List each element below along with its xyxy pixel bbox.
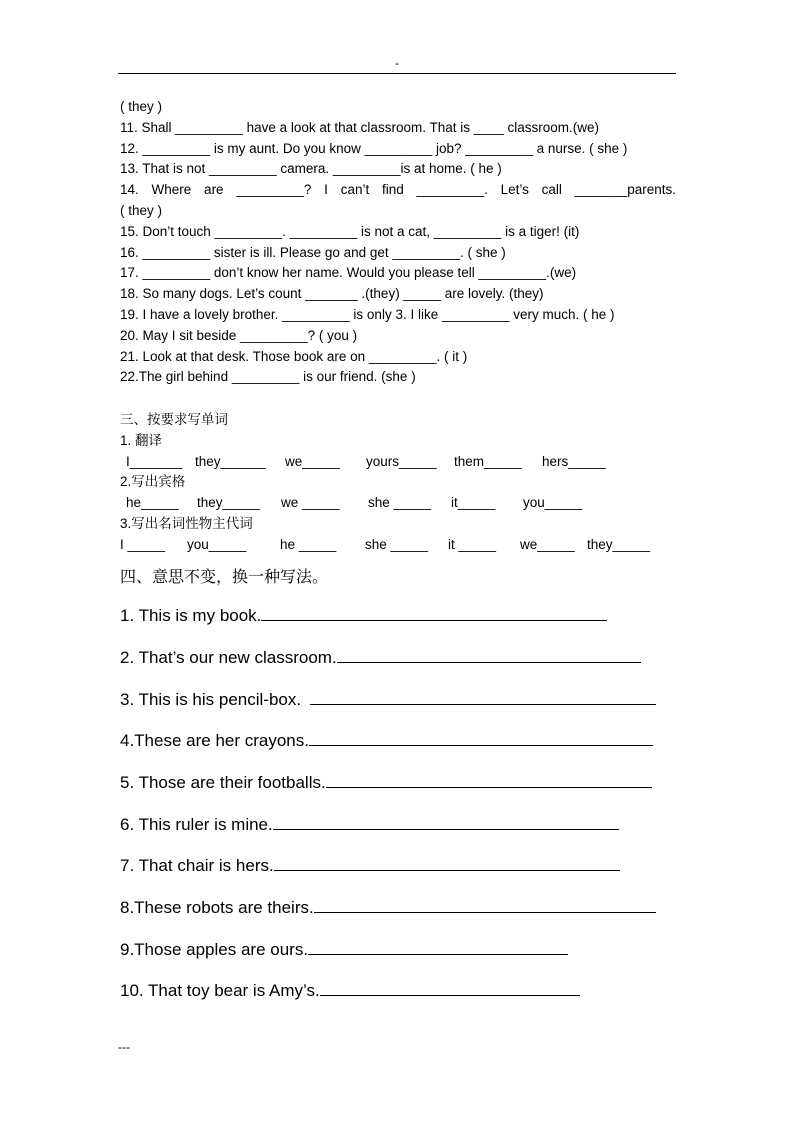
rewrite-prompt: 5. Those are their footballs. [120, 773, 326, 792]
exercise-line: 21. Look at that desk. Those book are on _________. ( it ) [120, 348, 468, 364]
word-blank: we_____ [520, 536, 575, 552]
answer-line [320, 981, 580, 996]
rewrite-item [120, 648, 641, 668]
word-writing-section [120, 410, 676, 556]
word-blank: I _____ [120, 536, 166, 552]
word-blank: it _____ [448, 536, 497, 552]
exercise-line: 16. _________ sister is ill. Please go and get _________. ( she ) [120, 244, 506, 260]
word-blank: we _____ [281, 495, 340, 511]
word-row [120, 535, 676, 556]
answer-line [314, 898, 656, 913]
section-title: 四、意思不变，换一种写法。 [120, 567, 329, 586]
word-blank: they______ [195, 453, 266, 469]
word-blank: you_____ [187, 536, 247, 552]
rewrite-item [120, 856, 620, 876]
rewrite-prompt: 7. That chair is hers. [120, 856, 274, 875]
exercise-line: 14. Where are _________? I can’t find _________. Let’s call _______parents. [120, 182, 676, 198]
rewrite-item [120, 981, 580, 1001]
exercise-line: 18. So many dogs. Let’s count _______ .(they) _____ are lovely. (they) [120, 286, 544, 302]
word-blank: we_____ [285, 453, 340, 469]
word-row [120, 452, 676, 473]
word-blank: them_____ [454, 453, 522, 469]
subsection-title: 3.写出名词性物主代词 [120, 515, 253, 531]
word-blank: yours_____ [366, 453, 437, 469]
answer-line [309, 731, 653, 746]
subsection-title: 2.写出宾格 [120, 474, 186, 490]
word-blank: they_____ [587, 536, 651, 552]
fill-in-section [120, 97, 676, 388]
word-blank: she _____ [365, 536, 429, 552]
page-header-mark: - [395, 56, 399, 70]
exercise-line: 17. _________ don’t know her name. Would you please tell _________.(we) [120, 265, 577, 281]
exercise-line: 12. _________ is my aunt. Do you know _________ job? _________ a nurse. ( she ) [120, 140, 628, 156]
rewrite-item [120, 898, 656, 918]
word-blank: he_____ [126, 495, 179, 511]
rewrite-item [120, 940, 568, 960]
subsection-title: 1. 翻译 [120, 432, 163, 448]
rewrite-item [120, 815, 619, 835]
exercise-line: 13. That is not _________ camera. _________is at home. ( he ) [120, 161, 502, 177]
answer-line [274, 856, 620, 871]
answer-line [261, 606, 607, 621]
rewrite-prompt: 10. That toy bear is Amy’s. [120, 981, 320, 1000]
answer-line [310, 690, 656, 705]
answer-line [337, 648, 641, 663]
rewrite-prompt: 1. This is my book. [120, 606, 262, 625]
rewrite-item [120, 773, 652, 793]
exercise-line: 19. I have a lovely brother. _________ is only 3. I like _________ very much. ( he ) [120, 306, 615, 322]
exercise-line: ( they ) [120, 202, 163, 218]
word-blank: it_____ [451, 495, 496, 511]
section-title: 三、按要求写单词 [120, 412, 228, 427]
rewrite-item [120, 731, 653, 751]
header-rule [118, 73, 676, 74]
rewrite-item [120, 690, 656, 710]
word-row [120, 493, 676, 514]
answer-line [273, 815, 619, 830]
answer-line [326, 773, 652, 788]
rewrite-prompt: 9.Those apples are ours. [120, 940, 309, 959]
word-blank: I_______ [126, 453, 183, 469]
exercise-line: 22.The girl behind _________ is our friend. (she ) [120, 369, 416, 385]
exercise-line: 20. May I sit beside _________? ( you ) [120, 327, 358, 343]
word-blank: he _____ [280, 536, 337, 552]
word-blank: she _____ [368, 495, 432, 511]
exercise-line: 15. Don’t touch _________. _________ is not a cat, _________ is a tiger! (it) [120, 223, 580, 239]
rewrite-item [120, 606, 607, 626]
word-blank: you_____ [523, 495, 583, 511]
word-blank: hers_____ [542, 453, 606, 469]
rewrite-prompt: 8.These robots are theirs. [120, 898, 314, 917]
exercise-line: 11. Shall _________ have a look at that classroom. That is ____ classroom.(we) [120, 119, 600, 135]
rewrite-prompt: 4.These are her crayons. [120, 731, 309, 750]
rewrite-prompt: 3. This is his pencil-box. [120, 690, 302, 709]
rewrite-prompt: 6. This ruler is mine. [120, 815, 273, 834]
page-footer-mark: --- [118, 1040, 130, 1054]
rewrite-prompt: 2. That’s our new classroom. [120, 648, 337, 667]
answer-line [308, 940, 568, 955]
exercise-line: ( they ) [120, 99, 163, 114]
word-blank: they_____ [197, 495, 261, 511]
